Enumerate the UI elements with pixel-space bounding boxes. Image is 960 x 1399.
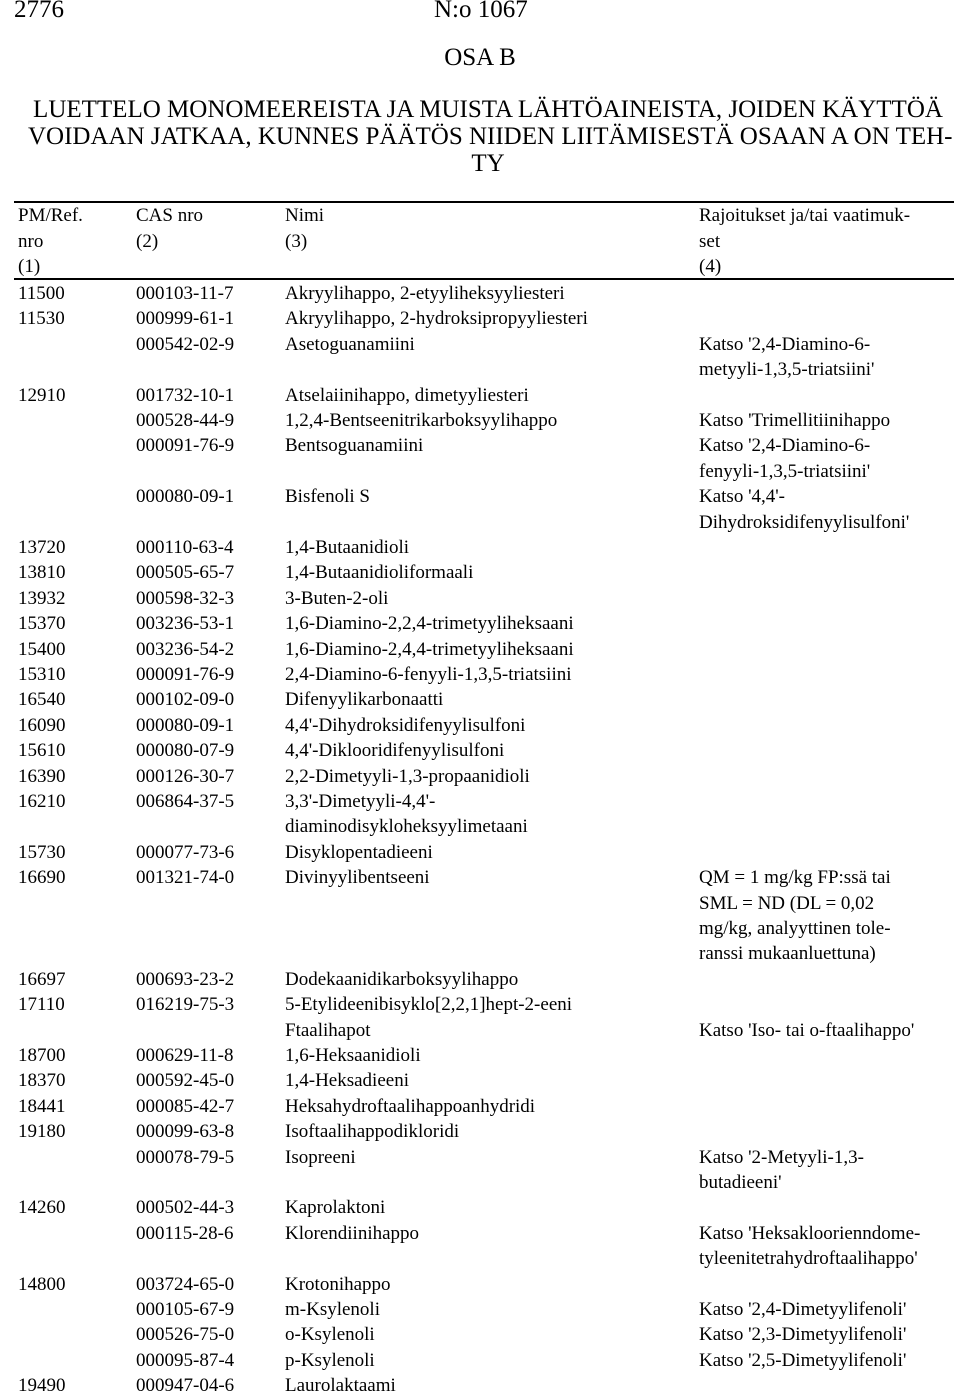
cas-number: 000999-61-1 <box>136 308 235 330</box>
substance-name: 2,4-Diamino-6-fenyyli-1,3,5-triatsiini <box>285 664 572 685</box>
substance-name: Krotonihappo <box>285 1273 391 1295</box>
document-number: N:o 1067 <box>434 0 528 23</box>
substance-name: Akryylihappo, 2-hydroksipropyyliesteri <box>285 308 588 330</box>
substance-name: Atselaiinihappo, dimetyyliesteri <box>285 384 529 406</box>
substance-name: Divinyylibentseeni <box>285 867 430 889</box>
cas-number: 000947-04-6 <box>136 1375 235 1397</box>
ref-number: 19180 <box>18 1121 66 1143</box>
restriction-text: Katso 'Iso- tai o-ftaalihappo' <box>699 1019 915 1041</box>
cas-number: 000077-73-6 <box>136 841 235 863</box>
substance-name: Laurolaktaami <box>285 1375 396 1397</box>
cas-number: 000115-28-6 <box>136 1222 234 1244</box>
restriction-text: Katso '2,4-Dimetyylifenoli' <box>699 1299 907 1320</box>
restriction-text: metyyli-1,3,5-triatsiini' <box>699 359 875 381</box>
header-name-line: Nimi <box>285 205 325 226</box>
substance-name: Bisfenoli S <box>285 486 370 508</box>
substance-name: 1,6-Diamino-2,2,4-trimetyyliheksaani <box>285 613 574 635</box>
cas-number: 000502-44-3 <box>136 1197 235 1219</box>
cas-number: 003724-65-0 <box>136 1273 235 1295</box>
substance-name: Bentsoguanamiini <box>285 435 424 457</box>
substance-name: Ftaalihapot <box>285 1019 371 1041</box>
ref-number: 13720 <box>18 537 66 558</box>
cas-number: 001321-74-0 <box>136 867 235 889</box>
header-restrictions-line: set <box>699 231 721 252</box>
substance-name: Klorendiinihappo <box>285 1222 420 1244</box>
header-restrictions-line: Rajoitukset ja/tai vaatimuk- <box>699 205 911 226</box>
ref-number: 18370 <box>18 1070 66 1092</box>
ref-number: 16540 <box>18 689 66 711</box>
cas-number: 000080-09-1 <box>136 486 235 508</box>
restriction-text: ranssi mukaanluettuna) <box>699 943 876 965</box>
restriction-text: SML = ND (DL = 0,02 <box>699 892 875 914</box>
restriction-text: QM = 1 mg/kg FP:ssä tai <box>699 867 891 889</box>
substance-name: Isopreeni <box>285 1146 356 1168</box>
substance-name: 1,2,4-Bentseenitrikarboksyylihappo <box>285 410 558 431</box>
ref-number: 13932 <box>18 587 66 609</box>
main-title-line: TY <box>471 150 505 177</box>
restriction-text: Katso '2,3-Dimetyylifenoli' <box>699 1324 907 1346</box>
ref-number: 14260 <box>18 1197 66 1219</box>
substance-name: 3-Buten-2-oli <box>285 587 389 609</box>
substance-name: 1,6-Heksaanidioli <box>285 1045 421 1066</box>
restriction-text: Dihydroksidifenyylisulfoni' <box>699 511 910 533</box>
substance-name: 1,4-Heksadieeni <box>285 1070 409 1092</box>
substance-name: 2,2-Dimetyyli-1,3-propaanidioli <box>285 765 530 787</box>
section-title: OSA B <box>444 44 516 71</box>
cas-number: 000085-42-7 <box>136 1095 235 1117</box>
cas-number: 000095-87-4 <box>136 1349 235 1371</box>
cas-number: 000091-76-9 <box>136 435 235 457</box>
substance-name: Heksahydroftaalihappoanhydridi <box>285 1095 536 1117</box>
ref-number: 13810 <box>18 562 66 584</box>
ref-number: 19490 <box>18 1375 66 1397</box>
header-name-line: (3) <box>285 231 308 252</box>
cas-number: 000629-11-8 <box>136 1045 234 1066</box>
header-ref-line: nro <box>18 231 44 252</box>
ref-number: 14800 <box>18 1273 66 1295</box>
substance-name: diaminodisykloheksyylimetaani <box>285 816 528 838</box>
ref-number: 15610 <box>18 740 66 762</box>
cas-number: 000110-63-4 <box>136 537 234 558</box>
header-cas-line: CAS nro <box>136 205 204 226</box>
ref-number: 16090 <box>18 714 66 736</box>
substance-name: o-Ksylenoli <box>285 1324 375 1346</box>
ref-number: 16390 <box>18 765 66 787</box>
restriction-text: Katso 'Heksakloorienndome- <box>699 1222 921 1244</box>
ref-number: 15400 <box>18 638 66 660</box>
cas-number: 003236-54-2 <box>136 638 235 660</box>
main-title-line: VOIDAAN JATKAA, KUNNES PÄÄTÖS NIIDEN LIITÄMISESTÄ OSAAN A ON TEH- <box>28 123 953 150</box>
ref-number: 17110 <box>18 994 65 1016</box>
header-cas-line: (2) <box>136 231 159 252</box>
ref-number: 15370 <box>18 613 66 635</box>
ref-number: 15730 <box>18 841 66 863</box>
restriction-text: Katso '2-Metyyli-1,3- <box>699 1146 864 1168</box>
substance-name: 5-Etylideenibisyklo[2,2,1]hept-2-eeni <box>285 994 573 1016</box>
header-bottom-rule <box>14 278 954 280</box>
cas-number: 001732-10-1 <box>136 384 235 406</box>
main-title-line: LUETTELO MONOMEEREISTA JA MUISTA LÄHTÖAINEISTA, JOIDEN KÄYTTÖÄ <box>33 96 943 123</box>
substance-name: Isoftaalihappodikloridi <box>285 1121 460 1143</box>
page-number: 2776 <box>14 0 64 23</box>
cas-number: 000099-63-8 <box>136 1121 235 1143</box>
substance-name: 4,4'-Dihydroksidifenyylisulfoni <box>285 714 526 736</box>
ref-number: 11530 <box>18 308 65 330</box>
restriction-text: Katso '2,4-Diamino-6- <box>699 333 871 355</box>
substance-name: m-Ksylenoli <box>285 1299 380 1320</box>
ref-number: 16690 <box>18 867 66 889</box>
restriction-text: Katso 'Trimellitiinihappo <box>699 410 891 431</box>
header-restrictions-line: (4) <box>699 256 722 277</box>
substance-name: Akryylihappo, 2-etyyliheksyyliesteri <box>285 283 565 304</box>
restriction-text: Katso '2,4-Diamino-6- <box>699 435 871 457</box>
header-ref-line: (1) <box>18 256 41 277</box>
ref-number: 18441 <box>18 1095 66 1117</box>
ref-number: 16210 <box>18 791 66 812</box>
substance-name: Dodekaanidikarboksyylihappo <box>285 968 519 990</box>
cas-number: 000505-65-7 <box>136 562 235 584</box>
substance-name: 1,4-Butaanidioli <box>285 537 410 558</box>
cas-number: 000091-76-9 <box>136 664 235 685</box>
cas-number: 000528-44-9 <box>136 410 235 431</box>
cas-number: 000598-32-3 <box>136 587 235 609</box>
substance-name: Kaprolaktoni <box>285 1197 386 1219</box>
substance-name: 1,4-Butaanidioliformaali <box>285 562 474 584</box>
cas-number: 000080-09-1 <box>136 714 235 736</box>
cas-number: 006864-37-5 <box>136 791 235 812</box>
cas-number: 000526-75-0 <box>136 1324 235 1346</box>
cas-number: 000080-07-9 <box>136 740 235 762</box>
substance-name: Difenyylikarbonaatti <box>285 689 444 711</box>
cas-number: 000693-23-2 <box>136 968 235 990</box>
substance-name: Asetoguanamiini <box>285 333 415 355</box>
substance-name: p-Ksylenoli <box>285 1349 375 1371</box>
ref-number: 11500 <box>18 283 65 304</box>
restriction-text: Katso '2,5-Dimetyylifenoli' <box>699 1349 907 1371</box>
main-title <box>28 96 953 177</box>
substance-name: 4,4'-Diklooridifenyylisulfoni <box>285 740 505 762</box>
substance-name: Disyklopentadieeni <box>285 841 433 863</box>
cas-number: 000103-11-7 <box>136 283 234 304</box>
restriction-text: mg/kg, analyyttinen tole- <box>699 918 891 939</box>
ref-number: 12910 <box>18 384 66 406</box>
cas-number: 000102-09-0 <box>136 689 235 711</box>
restriction-text: butadieeni' <box>699 1172 782 1193</box>
ref-number: 18700 <box>18 1045 66 1066</box>
restriction-text: tyleenitetrahydroftaalihappo' <box>699 1248 918 1270</box>
header-ref-line: PM/Ref. <box>18 205 83 226</box>
cas-number: 000078-79-5 <box>136 1146 235 1168</box>
cas-number: 000542-02-9 <box>136 333 235 355</box>
cas-number: 000592-45-0 <box>136 1070 235 1092</box>
substance-name: 1,6-Diamino-2,4,4-trimetyyliheksaani <box>285 638 574 660</box>
ref-number: 16697 <box>18 968 66 990</box>
substance-name: 3,3'-Dimetyyli-4,4'- <box>285 791 436 812</box>
cas-number: 016219-75-3 <box>136 994 235 1016</box>
restriction-text: Katso '4,4'- <box>699 486 786 508</box>
cas-number: 003236-53-1 <box>136 613 235 635</box>
cas-number: 000105-67-9 <box>136 1299 235 1320</box>
restriction-text: fenyyli-1,3,5-triatsiini' <box>699 460 871 482</box>
cas-number: 000126-30-7 <box>136 765 235 787</box>
ref-number: 15310 <box>18 664 66 685</box>
